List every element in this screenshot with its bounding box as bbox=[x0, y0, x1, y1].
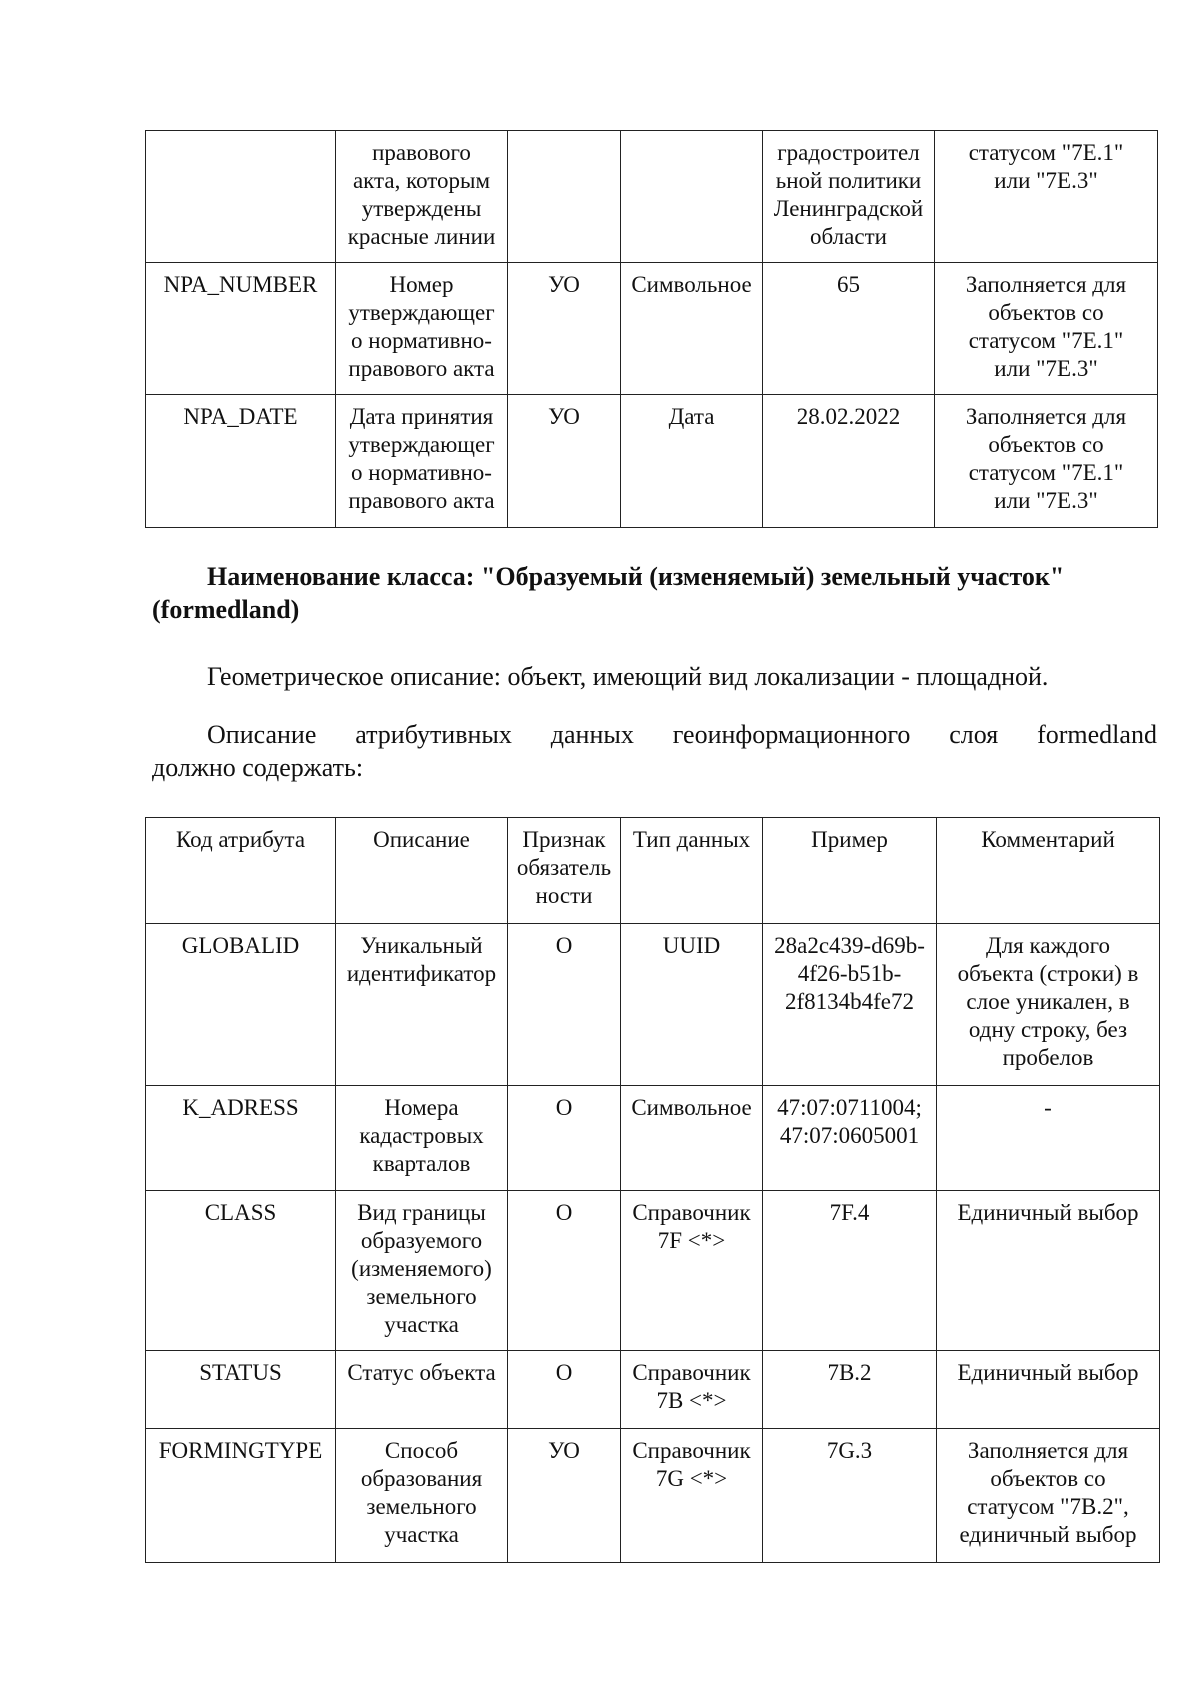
cell-code bbox=[146, 263, 336, 395]
cell-text-line: Вид границы bbox=[357, 1200, 486, 1225]
cell-text-line: Справочник bbox=[632, 1200, 751, 1225]
cell-text-line: Номер bbox=[389, 272, 454, 297]
geometry-description: Геометрическое описание: объект, имеющий вид локализации - площадной. bbox=[207, 662, 1049, 691]
cell-text-line: 65 bbox=[837, 272, 860, 297]
cell-type bbox=[621, 1086, 763, 1191]
cell-description bbox=[336, 924, 508, 1086]
cell-text-line: 7G.3 bbox=[826, 1438, 873, 1463]
table-row bbox=[146, 1429, 1160, 1563]
cell-text-line: объектов со bbox=[988, 300, 1104, 325]
cell-mandatory bbox=[508, 818, 621, 924]
cell-text-line: или "7E.3" bbox=[994, 356, 1098, 381]
cell-text-line: правового акта bbox=[348, 488, 495, 513]
cell-text: NPA_DATE bbox=[183, 404, 298, 429]
cell-text-line: единичный выбор bbox=[959, 1522, 1137, 1547]
cell-mandatory bbox=[508, 395, 621, 528]
cell-text-line: Заполняется для bbox=[967, 1438, 1129, 1463]
cell-text-line: 7F.4 bbox=[829, 1200, 870, 1225]
table-header-row bbox=[146, 818, 1160, 924]
cell-text-line: 7B.2 bbox=[827, 1360, 872, 1385]
cell-description bbox=[336, 1429, 508, 1563]
cell-text-line: 2f8134b4fe72 bbox=[784, 989, 915, 1014]
attribute-description-line2: должно содержать: bbox=[152, 753, 364, 782]
cell-code bbox=[146, 1086, 336, 1191]
cell-text-line: Единичный выбор bbox=[957, 1200, 1139, 1225]
cell-text-line: Для каждого bbox=[986, 933, 1110, 958]
attribute-description-word: данных bbox=[550, 720, 634, 749]
cell-code bbox=[146, 818, 336, 924]
cell-text-line: 47:07:0711004; bbox=[777, 1095, 922, 1120]
cell-text: Дата bbox=[668, 404, 715, 429]
cell-text-line: земельного bbox=[366, 1494, 477, 1519]
cell-text: О bbox=[555, 933, 573, 958]
cell-text-line: статусом "7E.1" bbox=[968, 140, 1124, 165]
cell-type bbox=[621, 263, 763, 395]
cell-text-line: 7F <*> bbox=[657, 1228, 726, 1253]
cell-text-line: Справочник bbox=[632, 1360, 751, 1385]
cell-mandatory bbox=[508, 924, 621, 1086]
attribute-description bbox=[152, 718, 1157, 784]
cell-text: УО bbox=[548, 404, 580, 429]
cell-text-line: Единичный выбор bbox=[957, 1360, 1139, 1385]
cell-text-line: - bbox=[1044, 1095, 1052, 1120]
table-row bbox=[146, 131, 1158, 263]
cell-type bbox=[621, 818, 763, 924]
cell-description bbox=[336, 1086, 508, 1191]
cell-text-line: Справочник bbox=[632, 1438, 751, 1463]
cell-text-line: Ленинградской bbox=[773, 196, 924, 221]
cell-type bbox=[621, 1351, 763, 1429]
cell-comment bbox=[937, 1086, 1160, 1191]
cell-text-line: участка bbox=[384, 1312, 459, 1337]
cell-example bbox=[763, 1429, 937, 1563]
cell-text-line: акта, которым bbox=[352, 168, 491, 193]
cell-mandatory bbox=[508, 1191, 621, 1351]
attribute-description-word: Описание bbox=[207, 720, 317, 749]
cell-description bbox=[336, 131, 508, 263]
table-row bbox=[146, 263, 1158, 395]
cell-text: FORMINGTYPE bbox=[158, 1438, 323, 1463]
cell-text-line: Заполняется для bbox=[965, 404, 1127, 429]
cell-text: CLASS bbox=[204, 1200, 277, 1225]
cell-text-line: участка bbox=[384, 1522, 459, 1547]
cell-text-line: объектов со bbox=[990, 1466, 1106, 1491]
cell-code bbox=[146, 131, 336, 263]
cell-text-line: Номера bbox=[384, 1095, 459, 1120]
cell-text-line: или "7E.3" bbox=[994, 168, 1098, 193]
cell-text-line: 7G <*> bbox=[655, 1466, 728, 1491]
cell-text-line: 28.02.2022 bbox=[796, 404, 901, 429]
cell-example bbox=[763, 1086, 937, 1191]
cell-mandatory bbox=[508, 1086, 621, 1191]
cell-code bbox=[146, 1429, 336, 1563]
cell-type bbox=[621, 924, 763, 1086]
cell-description bbox=[336, 1351, 508, 1429]
cell-text-line: утверждающег bbox=[348, 300, 495, 325]
cell-text-line: статусом "7E.1" bbox=[968, 328, 1124, 353]
cell-text-line: ности bbox=[535, 883, 593, 908]
cell-text-line: о нормативно- bbox=[351, 460, 492, 485]
cell-text-line: красные линии bbox=[347, 224, 496, 249]
cell-comment bbox=[937, 1191, 1160, 1351]
cell-text-line: Пример bbox=[811, 827, 888, 852]
cell-text-line: Тип данных bbox=[632, 827, 751, 852]
cell-text-line: или "7E.3" bbox=[994, 488, 1098, 513]
cell-text: О bbox=[555, 1200, 573, 1225]
cell-text-line: кварталов bbox=[372, 1151, 471, 1176]
cell-text-line: 7B <*> bbox=[656, 1388, 727, 1413]
cell-text: О bbox=[555, 1360, 573, 1385]
cell-text-line: утверждающег bbox=[348, 432, 495, 457]
cell-text: О bbox=[555, 1095, 573, 1120]
cell-comment bbox=[937, 1351, 1160, 1429]
attributes-table bbox=[145, 817, 1160, 1563]
cell-text-line: образования bbox=[360, 1466, 483, 1491]
attribute-description-word: formedland bbox=[1037, 720, 1157, 749]
cell-type bbox=[621, 131, 763, 263]
cell-description bbox=[336, 263, 508, 395]
table-row bbox=[146, 1351, 1160, 1429]
attribute-description-word: геоинформационного bbox=[672, 720, 911, 749]
cell-text-line: (изменяемого) bbox=[351, 1256, 492, 1281]
cell-code bbox=[146, 1351, 336, 1429]
cell-example bbox=[763, 263, 935, 395]
cell-text-line: статусом "7E.1" bbox=[968, 460, 1124, 485]
cell-text-line: одну строку, без bbox=[968, 1017, 1128, 1042]
cell-text-line: образуемого bbox=[360, 1228, 483, 1253]
cell-description bbox=[336, 395, 508, 528]
cell-text-line: Способ bbox=[384, 1438, 459, 1463]
cell-text-line: 4f26-b51b- bbox=[797, 961, 902, 986]
attribute-description-word: слоя bbox=[949, 720, 999, 749]
table-row bbox=[146, 924, 1160, 1086]
cell-text-line: Статус объекта bbox=[347, 1360, 496, 1385]
table-row bbox=[146, 1086, 1160, 1191]
cell-text-line: утверждены bbox=[361, 196, 482, 221]
cell-type bbox=[621, 1429, 763, 1563]
cell-text-line: области bbox=[810, 224, 887, 249]
cell-text-line: идентификатор bbox=[346, 961, 497, 986]
cell-text-line: правового акта bbox=[348, 356, 495, 381]
cell-text: STATUS bbox=[199, 1360, 282, 1385]
cell-text-line: правового bbox=[372, 140, 471, 165]
cell-text-line: 28a2c439-d69b- bbox=[774, 933, 925, 958]
table-row bbox=[146, 395, 1158, 528]
cell-example bbox=[763, 818, 937, 924]
attribute-description-word: атрибутивных bbox=[355, 720, 512, 749]
cell-text-line: градостроител bbox=[777, 140, 920, 165]
class-heading-line1: Наименование класса: "Образуемый (изменяемый) земельный участок" bbox=[207, 562, 1065, 591]
cell-text-line: Символьное bbox=[631, 1095, 752, 1120]
cell-text-line: обязатель bbox=[516, 855, 612, 880]
cell-example bbox=[763, 1351, 937, 1429]
cell-example bbox=[763, 1191, 937, 1351]
cell-text-line: о нормативно- bbox=[351, 328, 492, 353]
cell-text-line: объекта (строки) в bbox=[957, 961, 1139, 986]
cell-description bbox=[336, 1191, 508, 1351]
cell-text-line: Комментарий bbox=[981, 827, 1115, 852]
cell-text-line: статусом "7B.2", bbox=[967, 1494, 1129, 1519]
cell-text: УО bbox=[548, 272, 580, 297]
cell-type bbox=[621, 1191, 763, 1351]
class-heading bbox=[152, 560, 1157, 626]
cell-text: NPA_NUMBER bbox=[163, 272, 318, 297]
cell-type bbox=[621, 395, 763, 528]
cell-code bbox=[146, 924, 336, 1086]
cell-comment bbox=[937, 924, 1160, 1086]
cell-text-line: Заполняется для bbox=[965, 272, 1127, 297]
cell-text-line: Признак bbox=[522, 827, 606, 852]
cell-description bbox=[336, 818, 508, 924]
table-row bbox=[146, 1191, 1160, 1351]
class-heading-line2: (formedland) bbox=[152, 595, 300, 624]
cell-text-line: 47:07:0605001 bbox=[779, 1123, 920, 1148]
cell-mandatory bbox=[508, 1429, 621, 1563]
cell-text-line: UUID bbox=[662, 933, 721, 958]
cell-text-line: объектов со bbox=[988, 432, 1104, 457]
cell-comment bbox=[937, 818, 1160, 924]
cell-text: GLOBALID bbox=[181, 933, 300, 958]
continuation-table bbox=[145, 130, 1158, 528]
cell-comment bbox=[935, 395, 1158, 528]
cell-text: Символьное bbox=[631, 272, 752, 297]
cell-text-line: слое уникален, в bbox=[966, 989, 1130, 1014]
cell-text: УО bbox=[548, 1438, 580, 1463]
cell-code bbox=[146, 1191, 336, 1351]
cell-comment bbox=[935, 131, 1158, 263]
cell-text-line: Описание bbox=[373, 827, 470, 852]
cell-text-line: Дата принятия bbox=[349, 404, 494, 429]
cell-comment bbox=[937, 1429, 1160, 1563]
cell-mandatory bbox=[508, 1351, 621, 1429]
cell-text-line: ьной политики bbox=[775, 168, 922, 193]
cell-text-line: Код атрибута bbox=[175, 827, 306, 852]
cell-mandatory bbox=[508, 263, 621, 395]
cell-comment bbox=[935, 263, 1158, 395]
cell-text-line: Уникальный bbox=[360, 933, 483, 958]
cell-example bbox=[763, 131, 935, 263]
cell-example bbox=[763, 395, 935, 528]
cell-text-line: земельного bbox=[366, 1284, 477, 1309]
cell-example bbox=[763, 924, 937, 1086]
cell-code bbox=[146, 395, 336, 528]
cell-text: K_ADRESS bbox=[182, 1095, 299, 1120]
cell-text-line: пробелов bbox=[1002, 1045, 1094, 1070]
cell-mandatory bbox=[508, 131, 621, 263]
cell-text-line: кадастровых bbox=[359, 1123, 484, 1148]
